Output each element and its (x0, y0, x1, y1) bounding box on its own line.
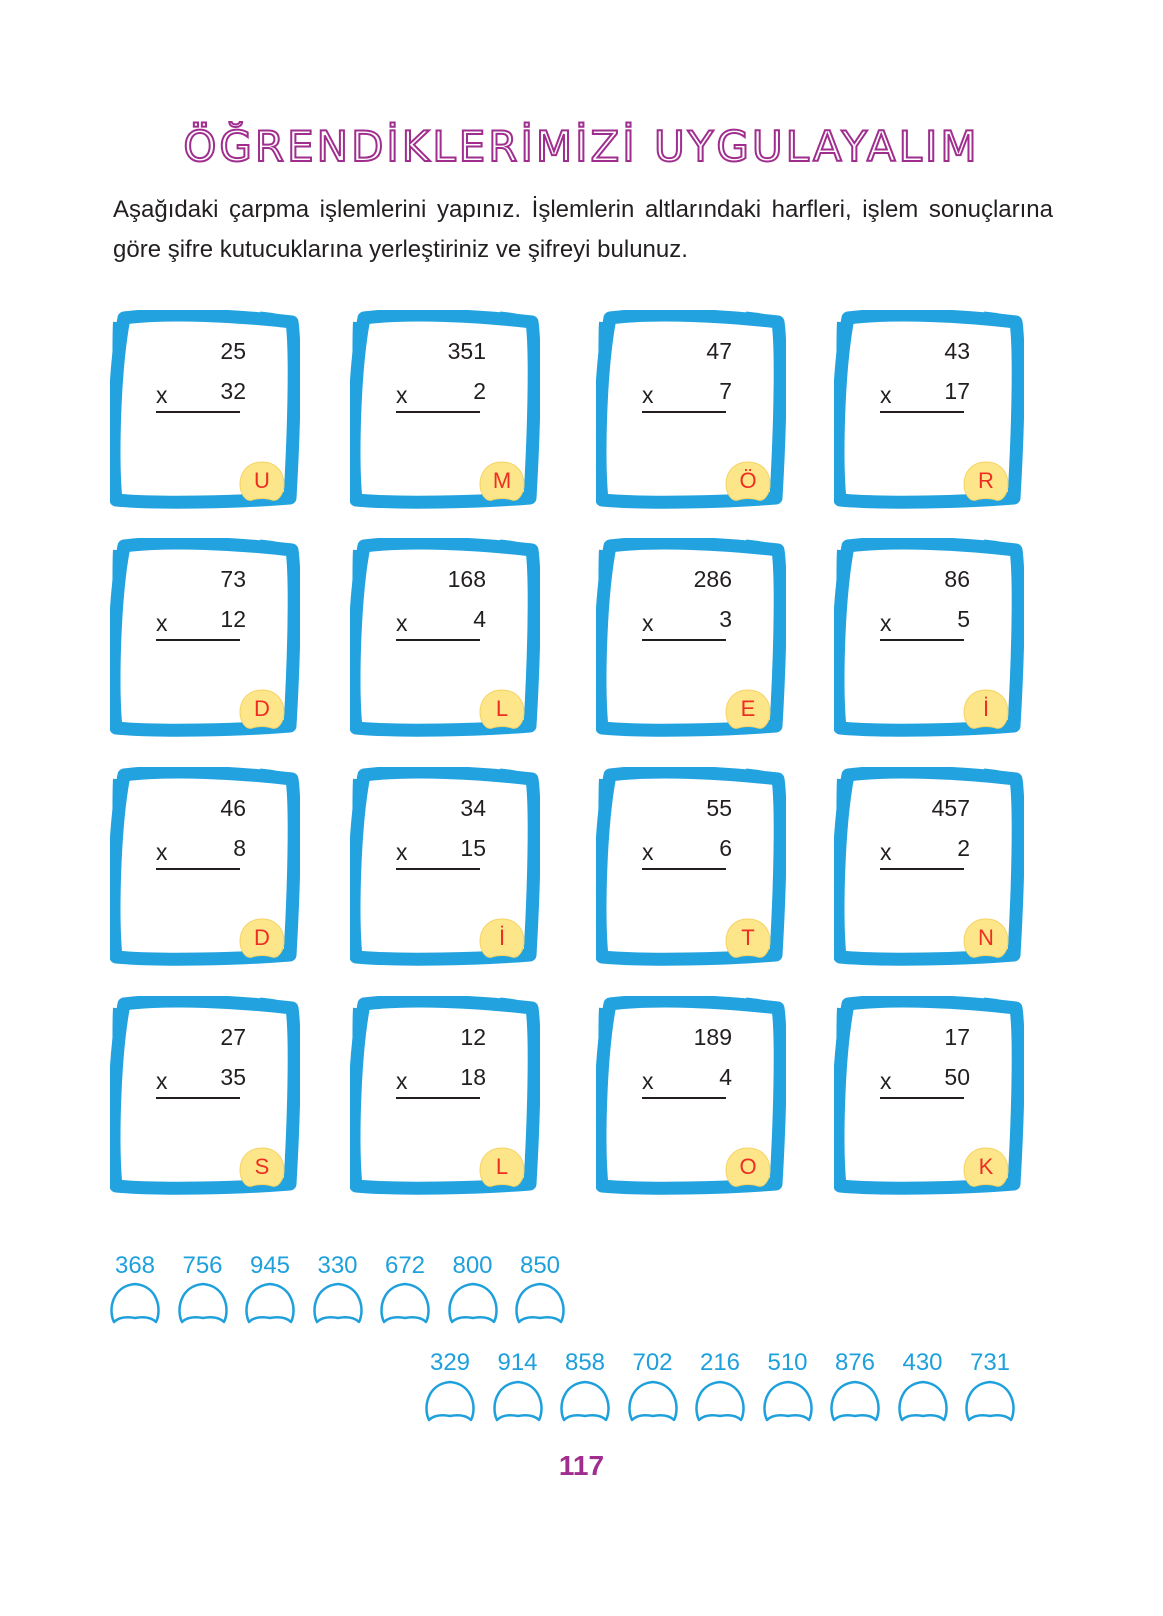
page-title: ÖĞRENDİKLERİMİZİ UYGULAYALIM (183, 122, 980, 171)
badge-letter: K (978, 1154, 994, 1179)
cipher-number: 945 (249, 1252, 291, 1279)
cipher-answer-box[interactable] (243, 1280, 297, 1330)
multiply-sign: x (396, 382, 408, 408)
cipher-number: 510 (767, 1349, 808, 1376)
multiplicand: 47 (706, 338, 732, 364)
cipher-number: 850 (519, 1252, 561, 1279)
badge-letter: D (254, 696, 270, 721)
multiplicand: 25 (220, 338, 246, 364)
cipher-number: 672 (384, 1252, 426, 1279)
badge-letter: E (740, 696, 756, 721)
letter-badge (238, 917, 286, 961)
x-underline (156, 639, 168, 641)
badge-letter: D (254, 925, 270, 950)
problem-card (834, 310, 1024, 510)
multiply-sign: x (642, 1068, 654, 1094)
multiplicand: 286 (693, 566, 732, 592)
multiplier: 32 (220, 378, 246, 404)
answer-line (408, 868, 480, 870)
x-underline (642, 639, 654, 641)
answer-line (168, 639, 240, 641)
badge-letter: L (495, 696, 509, 721)
instruction-text: Aşağıdaki çarpma işlemlerini yapınız. İşlemlerin altlarındaki harfleri, işlem sonuçlarına göre şifre kutucuklarına yerleştiriniz ve şifreyi bulunuz. (113, 196, 1053, 263)
letter-badge (478, 1146, 526, 1190)
answer-line (168, 1097, 240, 1099)
multiplier: 6 (719, 835, 732, 861)
answer-line (408, 1097, 480, 1099)
multiplier: 15 (460, 835, 486, 861)
multiplier: 18 (460, 1064, 486, 1090)
multiply-sign: x (396, 610, 408, 636)
problem-card (110, 996, 300, 1196)
multiplier: 7 (719, 378, 732, 404)
letter-badge (724, 1146, 772, 1190)
cipher-number: 368 (114, 1252, 156, 1279)
badge-letter: İ (498, 925, 506, 950)
cipher-number: 430 (902, 1349, 943, 1376)
letter-badge (962, 1146, 1010, 1190)
problem-card (596, 310, 786, 510)
multiplicand: 457 (931, 795, 970, 821)
multiplicand: 27 (220, 1024, 246, 1050)
answer-line (654, 639, 726, 641)
badge-letter: U (254, 468, 270, 493)
answer-line (654, 868, 726, 870)
problem-card (834, 538, 1024, 738)
letter-badge (478, 460, 526, 504)
multiplier: 5 (957, 606, 970, 632)
multiplier: 35 (220, 1064, 246, 1090)
problem-card (350, 310, 540, 510)
x-underline (396, 411, 408, 413)
x-underline (880, 868, 892, 870)
letter-badge (724, 917, 772, 961)
multiplicand: 34 (460, 795, 486, 821)
letter-badge (962, 460, 1010, 504)
cipher-number: 914 (497, 1349, 538, 1376)
cipher-number: 858 (564, 1349, 606, 1376)
cipher-answer-box[interactable] (423, 1378, 477, 1428)
page-number: 117 (558, 1450, 605, 1481)
answer-line (654, 411, 726, 413)
multiplier: 2 (957, 835, 970, 861)
answer-line (408, 639, 480, 641)
badge-letter: M (492, 468, 512, 493)
x-underline (880, 411, 892, 413)
answer-line (892, 868, 964, 870)
cipher-answer-box[interactable] (513, 1280, 567, 1330)
multiplicand: 55 (706, 795, 732, 821)
multiplier: 12 (220, 606, 246, 632)
x-underline (156, 411, 168, 413)
badge-letter: L (495, 1154, 509, 1179)
x-underline (642, 411, 654, 413)
badge-letter: İ (982, 696, 990, 721)
multiply-sign: x (880, 382, 892, 408)
multiplier: 8 (233, 835, 246, 861)
multiply-sign: x (642, 610, 654, 636)
letter-badge (478, 917, 526, 961)
multiply-sign: x (880, 1068, 892, 1094)
multiplicand: 17 (944, 1024, 970, 1050)
problem-card (834, 767, 1024, 967)
answer-line (168, 868, 240, 870)
multiply-sign: x (156, 1068, 168, 1094)
multiplier: 50 (944, 1064, 970, 1090)
badge-letter: S (254, 1154, 270, 1179)
x-underline (396, 868, 408, 870)
problem-card (110, 538, 300, 738)
letter-badge (238, 1146, 286, 1190)
x-underline (396, 1097, 408, 1099)
multiplicand: 86 (944, 566, 970, 592)
problem-card (350, 996, 540, 1196)
multiplicand: 189 (693, 1024, 732, 1050)
multiply-sign: x (880, 610, 892, 636)
multiplicand: 351 (447, 338, 486, 364)
letter-badge (724, 688, 772, 732)
badge-letter: R (978, 468, 994, 493)
cipher-answer-box[interactable] (963, 1378, 1017, 1428)
multiply-sign: x (156, 610, 168, 636)
multiplicand: 73 (220, 566, 246, 592)
multiplier: 3 (719, 606, 732, 632)
multiply-sign: x (396, 839, 408, 865)
x-underline (880, 639, 892, 641)
problem-card (350, 767, 540, 967)
multiplier: 4 (719, 1064, 732, 1090)
multiply-sign: x (880, 839, 892, 865)
x-underline (642, 868, 654, 870)
problem-card (110, 310, 300, 510)
letter-badge (962, 688, 1010, 732)
multiplicand: 46 (220, 795, 246, 821)
cipher-answer-box[interactable] (693, 1378, 747, 1428)
cipher-answer-box[interactable] (828, 1378, 882, 1428)
multiplier: 2 (473, 378, 486, 404)
cipher-answer-box[interactable] (108, 1280, 162, 1330)
badge-letter: N (978, 925, 994, 950)
cipher-answer-box[interactable] (446, 1280, 500, 1330)
cipher-number: 731 (969, 1349, 1011, 1376)
answer-line (892, 639, 964, 641)
multiplicand: 168 (447, 566, 486, 592)
answer-line (892, 411, 964, 413)
problem-card (596, 538, 786, 738)
badge-letter: T (741, 925, 755, 950)
x-underline (396, 639, 408, 641)
cipher-number: 800 (452, 1252, 493, 1279)
cipher-number: 329 (429, 1349, 471, 1376)
cipher-answer-box[interactable] (491, 1378, 545, 1428)
letter-badge (962, 917, 1010, 961)
badge-letter: Ö (739, 468, 757, 493)
cipher-answer-box[interactable] (378, 1280, 432, 1330)
x-underline (156, 868, 168, 870)
answer-line (408, 411, 480, 413)
answer-line (892, 1097, 964, 1099)
multiply-sign: x (156, 382, 168, 408)
multiplicand: 12 (460, 1024, 486, 1050)
cipher-answer-box[interactable] (176, 1280, 230, 1330)
answer-line (654, 1097, 726, 1099)
problem-card (834, 996, 1024, 1196)
cipher-answer-box[interactable] (626, 1378, 680, 1428)
cipher-answer-box[interactable] (761, 1378, 815, 1428)
letter-badge (238, 688, 286, 732)
multiply-sign: x (396, 1068, 408, 1094)
multiplier: 4 (473, 606, 486, 632)
letter-badge (724, 460, 772, 504)
cipher-number: 756 (182, 1252, 223, 1279)
multiply-sign: x (642, 839, 654, 865)
multiplicand: 43 (944, 338, 970, 364)
badge-letter: O (739, 1154, 757, 1179)
cipher-number: 702 (632, 1349, 673, 1376)
multiply-sign: x (156, 839, 168, 865)
x-underline (880, 1097, 892, 1099)
problem-card (350, 538, 540, 738)
cipher-number: 876 (834, 1349, 876, 1376)
multiplier: 17 (944, 378, 970, 404)
cipher-number: 216 (699, 1349, 741, 1376)
cipher-answer-box[interactable] (558, 1378, 612, 1428)
letter-badge (478, 688, 526, 732)
letter-badge (238, 460, 286, 504)
cipher-number: 330 (317, 1252, 358, 1279)
problem-card (596, 767, 786, 967)
cipher-answer-box[interactable] (896, 1378, 950, 1428)
multiply-sign: x (642, 382, 654, 408)
cipher-answer-box[interactable] (311, 1280, 365, 1330)
answer-line (168, 411, 240, 413)
problem-card (110, 767, 300, 967)
problem-card (596, 996, 786, 1196)
x-underline (156, 1097, 168, 1099)
x-underline (642, 1097, 654, 1099)
